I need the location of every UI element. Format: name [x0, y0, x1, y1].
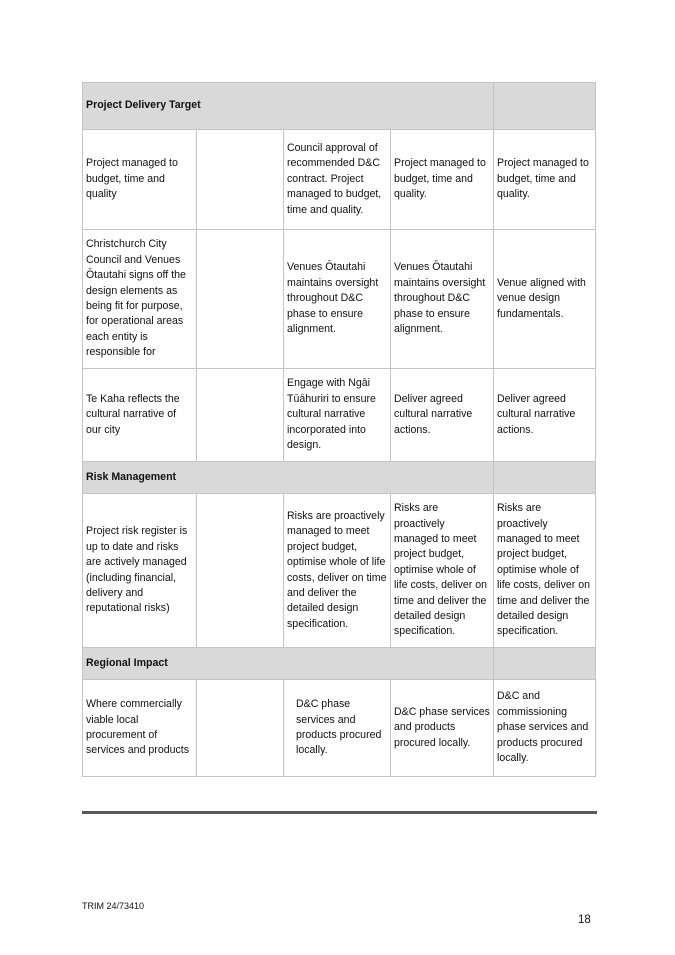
target-cell: D&C phase services and products procured locally.: [391, 680, 494, 777]
target-cell: Deliver agreed cultural narrative actions.: [391, 369, 494, 462]
measure-cell: Te Kaha reflects the cultural narrative of our city: [83, 369, 197, 462]
section-header-row: [83, 462, 596, 494]
section-title: Project Delivery Target: [83, 83, 494, 130]
target-cell: D&C and commissioning phase services and products procured locally.: [494, 680, 596, 777]
section-title: Risk Management: [83, 462, 494, 494]
section-title: Regional Impact: [83, 648, 494, 680]
table-row: [83, 130, 596, 230]
target-cell: Engage with Ngāi Tūāhuriri to ensure cultural narrative incorporated into design.: [284, 369, 391, 462]
target-cell: D&C phase services and products procured locally.: [284, 680, 391, 777]
target-cell: Venues Ōtautahi maintains oversight throughout D&C phase to ensure alignment.: [391, 230, 494, 369]
target-cell: Risks are proactively managed to meet project budget, optimise whole of life costs, deliver on time and deliver the detailed design specification.: [284, 494, 391, 648]
target-cell: Risks are proactively managed to meet project budget, optimise whole of life costs, deliver on time and deliver the detailed design specification.: [391, 494, 494, 648]
footer-rule: [82, 811, 597, 814]
document-reference: TRIM 24/73410: [82, 901, 145, 911]
blank-cell: [197, 369, 284, 462]
target-cell: Venues Ōtautahi maintains oversight throughout D&C phase to ensure alignment.: [284, 230, 391, 369]
blank-cell: [197, 130, 284, 230]
measure-cell: Where commercially viable local procurement of services and products: [83, 680, 197, 777]
blank-cell: [197, 494, 284, 648]
measure-cell: Project risk register is up to date and risks are actively managed (including financial, delivery and reputational risks): [83, 494, 197, 648]
page-number: 18: [578, 914, 591, 926]
target-cell: Project managed to budget, time and quality.: [494, 130, 596, 230]
target-cell: Venue aligned with venue design fundamentals.: [494, 230, 596, 369]
target-cell: Risks are proactively managed to meet project budget, optimise whole of life costs, deliver on time and deliver the detailed design specification.: [494, 494, 596, 648]
target-cell: Council approval of recommended D&C contract. Project managed to budget, time and quality.: [284, 130, 391, 230]
table-row: [83, 369, 596, 462]
section-header-row: [83, 83, 596, 130]
target-cell: Deliver agreed cultural narrative actions.: [494, 369, 596, 462]
blank-cell: [197, 680, 284, 777]
table-row: [83, 494, 596, 648]
blank-cell: [197, 230, 284, 369]
measure-cell: Project managed to budget, time and quality: [83, 130, 197, 230]
measure-cell: Christchurch City Council and Venues Ōtautahi signs off the design elements as being fit for purpose, for operational areas each entity is responsible for: [83, 230, 197, 369]
target-cell: Project managed to budget, time and quality.: [391, 130, 494, 230]
measures-table: [82, 82, 596, 777]
table-row: [83, 680, 596, 777]
table-row: [83, 230, 596, 369]
section-header-row: [83, 648, 596, 680]
